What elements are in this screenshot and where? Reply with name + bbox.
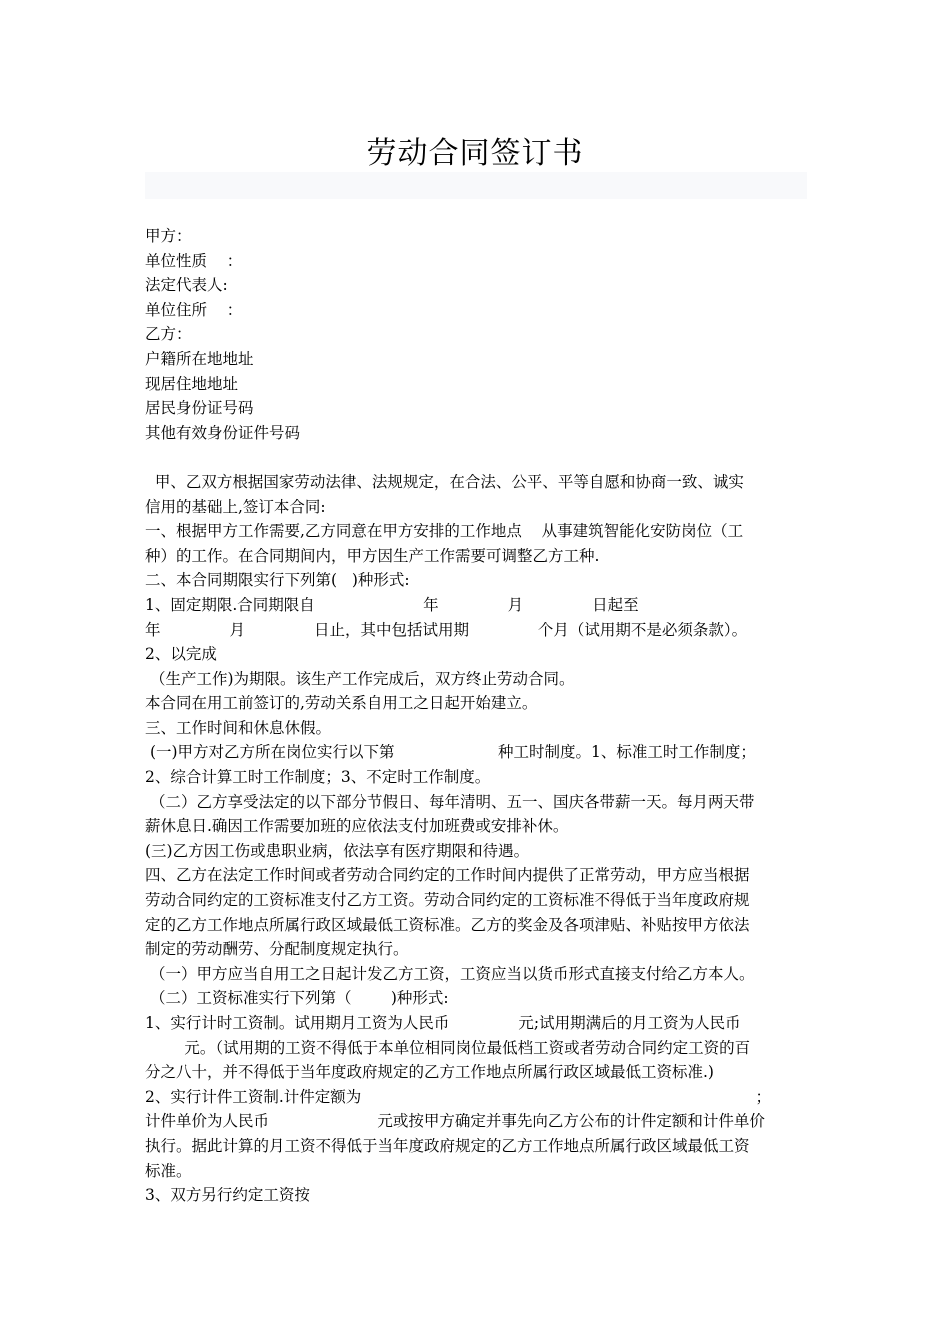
contract-text-line: 定的乙方工作地点所属行政区域最低工资标准。乙方的奖金及各项津贴、补贴按甲方依法 (145, 915, 750, 934)
contract-text-line: 2、以完成 (145, 645, 217, 664)
contract-text-line: 2、综合计算工时工作制度；3、不定时工作制度。 (145, 768, 491, 787)
contract-text-line: 本合同在用工前签订的,劳动关系自用工之日起开始建立。 (145, 694, 538, 713)
party-info-line: 居民身份证号码 (145, 399, 254, 418)
contract-text-line: 四、乙方在法定工作时间或者劳动合同约定的工作时间内提供了正常劳动，甲方应当根据 (145, 866, 750, 885)
contract-text-line: 1、固定期限.合同期限自 年 月 日起至 (145, 595, 639, 614)
contract-text-line: 标准。 (145, 1161, 192, 1180)
party-info-line: 甲方： (145, 227, 192, 245)
title-underline-band (145, 172, 807, 199)
contract-text-line: (三)乙方因工伤或患职业病，依法享有医疗期限和待遇。 (145, 841, 530, 860)
party-info-line: 单位住所 ： (145, 300, 243, 319)
contract-text-line: 执行。据此计算的月工资不得低于当年度政府规定的乙方工作地点所属行政区域最低工资 (145, 1136, 750, 1155)
contract-text-line: （二）乙方享受法定的以下部分节假日、每年清明、五一、国庆各带薪一天。每月两天带 (145, 792, 755, 811)
contract-text-line: 二、本合同期限实行下列第( )种形式: (145, 571, 410, 590)
document-title: 劳动合同签订书 (366, 136, 584, 171)
contract-text-line: （一）甲方应当自用工之日起计发乙方工资，工资应当以货币形式直接支付给乙方本人。 (145, 964, 755, 983)
contract-text-line: 3、双方另行约定工资按 (145, 1186, 310, 1205)
document-body (145, 224, 800, 1208)
contract-text-line: 一、根据甲方工作需要,乙方同意在甲方安排的工作地点 从事建筑智能化安防岗位（工 (145, 522, 744, 541)
contract-text-line: 1、实行计时工资制。试用期月工资为人民币 元;试用期满后的月工资为人民币 (145, 1014, 741, 1032)
contract-text-line: 甲、乙双方根据国家劳动法律、法规规定，在合法、公平、平等自愿和协商一致、诚实 (145, 472, 744, 491)
contract-text-line: 元。（试用期的工资不得低于本单位相同岗位最低档工资或者劳动合同约定工资的百 (145, 1038, 751, 1057)
contract-text-line: 三、工作时间和休息休假。 (145, 718, 332, 737)
contract-text-line: 种）的工作。在合同期间内，甲方因生产工作需要可调整乙方工种. (145, 546, 600, 565)
contract-text-line: 2、实行计件工资制.计件定额为 ； (145, 1087, 771, 1106)
contract-text-line: 制定的劳动酬劳、分配制度规定执行。 (145, 940, 409, 959)
contract-text-line: （二）工资标准实行下列第（ )种形式: (145, 989, 449, 1008)
party-info-line: 乙方： (145, 325, 192, 344)
contract-text-line: 计件单价为人民币 元或按甲方确定并事先向乙方公布的计件定额和计件单价 (145, 1112, 765, 1131)
contract-text-line: 年 月 日止，其中包括试用期 个月（试用期不是必须条款）。 (145, 620, 748, 639)
paragraph-gap (145, 445, 800, 470)
contract-text-line: 分之八十，并不得低于当年度政府规定的乙方工作地点所属行政区域最低工资标准.) (145, 1063, 714, 1082)
contract-text-line: 信用的基础上,签订本合同: (145, 497, 326, 516)
party-info-line: 其他有效身份证件号码 (145, 423, 301, 442)
contract-text-line: 薪休息日.确因工作需要加班的应依法支付加班费或安排补休。 (145, 817, 569, 836)
contract-text-line: （生产工作)为期限。该生产工作完成后，双方终止劳动合同。 (145, 669, 575, 688)
party-info-line: 法定代表人: (145, 276, 228, 295)
party-info-block (145, 224, 800, 445)
party-info-line: 户籍所在地地址 (145, 349, 254, 368)
contract-text-line: (一)甲方对乙方所在岗位实行以下第 种工时制度。1、标准工时工作制度； (145, 743, 756, 762)
contract-text-line: 劳动合同约定的工资标准支付乙方工资。劳动合同约定的工资标准不得低于当年度政府规 (145, 891, 750, 910)
party-info-line: 现居住地地址 (145, 374, 239, 393)
party-info-line: 单位性质 ： (145, 251, 243, 270)
contract-terms-block (145, 470, 800, 1208)
